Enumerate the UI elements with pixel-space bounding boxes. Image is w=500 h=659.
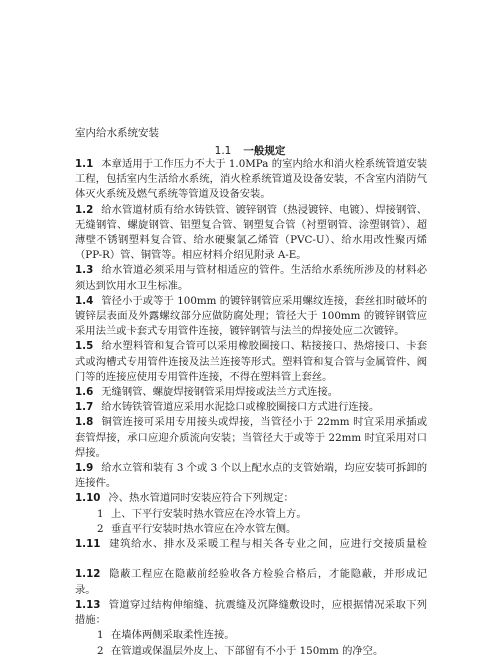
clause-number: 1.2 [75, 203, 94, 216]
clause-text: 管径小于或等于 100mm 的镀锌钢管应采用螺纹连接，套丝扣时破坏的镀锌层表面及外露螺纹部分应做防腐处理；管径大于 100mm 的镀锌钢管应采用法兰或卡套式专用管件连接，镀锌钢管与法兰的焊接处应二次镀锌。 [75, 294, 427, 338]
list-item [75, 507, 427, 522]
clause-text: 给水管道必须采用与管材相适应的管件。生活给水系统所涉及的材料必须达到饮用水卫生标准。 [75, 264, 427, 292]
clause-paragraph [75, 491, 427, 506]
clause-text: 给水塑料管和复合管可以采用橡胶圈接口、粘接接口、热熔接口、卡套式或沟槽式专用管件连接及法兰连接等形式。塑料管和复合管与金属管件、阀门等的连接应使用专用管件连接，不得在塑料管上套丝。 [75, 340, 427, 383]
section-number: 1.1 [214, 145, 232, 157]
clause-number: 1.11 [75, 538, 101, 551]
clause-number: 1.13 [75, 598, 101, 611]
clause-text: 管道穿过结构伸缩缝、抗震缝及沉降缝敷设时，应根据情况采取下列措施： [75, 598, 427, 627]
clause-paragraph [75, 339, 427, 385]
clause-paragraph [75, 598, 427, 628]
clause-number: 1.4 [75, 294, 94, 307]
clause-paragraph [75, 263, 427, 293]
list-item-text: 在管道或保温层外皮上、下部留有不小于 150mm 的净空。 [111, 644, 384, 657]
clause-paragraph [75, 385, 427, 400]
clause-text: 本章适用于工作压力不大于 1.0MPa 的室内给水和消火栓系统管道安装工程，包括室内生活给水系统，消火栓系统管道及设备安装，不含室内消防气体灭火系统及燃气系统等管道及设备安装。 [75, 158, 427, 201]
document-body [75, 157, 427, 659]
clause-paragraph [75, 203, 427, 264]
clause-paragraph [75, 567, 427, 597]
clause-text: 隐蔽工程应在隐蔽前经验收各方检验合格后，才能隐蔽，并形成记录。 [75, 568, 427, 596]
clause-text: 给水铸铁管管道应采用水泥捻口或橡胶圈接口方式进行连接。 [101, 401, 380, 414]
clause-number: 1.1 [75, 158, 94, 170]
clause-paragraph [75, 157, 427, 203]
clause-paragraph [75, 294, 427, 340]
clause-paragraph [75, 415, 427, 461]
clause-text: 给水立管和装有 3 个或 3 个以上配水点的支管始端，均应安装可拆卸的连接件。 [75, 462, 427, 490]
page-bottom-mask [0, 553, 500, 566]
list-item [75, 644, 427, 659]
list-item-text: 上、下平行安装时热水管应在冷水管上方。 [111, 507, 307, 520]
clause-text: 铜管连接可采用专用接头或焊接，当管径小于 22mm 时宜采用承插或套管焊接，承口应迎介质流向安装；当管径大于或等于 22mm 时宜采用对口焊接。 [75, 416, 427, 459]
clause-number: 1.6 [75, 386, 94, 399]
clause-number: 1.5 [75, 340, 94, 353]
list-item-number: 2 [97, 644, 104, 657]
clause-text: 无缝钢管、螺旋焊接钢管采用焊接或法兰方式连接。 [101, 386, 339, 399]
list-item-number: 1 [97, 507, 104, 520]
section-heading [0, 143, 500, 158]
list-item [75, 522, 427, 537]
clause-paragraph [75, 400, 427, 415]
document-title: 室内给水系统安装 [75, 127, 159, 139]
clause-text: 冷、热水管道同时安装应符合下列规定： [108, 492, 294, 505]
list-item-number: 1 [97, 629, 104, 642]
section-title: 一般规定 [243, 145, 286, 157]
clause-number: 1.7 [75, 401, 94, 414]
clause-number: 1.12 [75, 568, 101, 581]
clause-number: 1.3 [75, 264, 94, 277]
clause-number: 1.9 [75, 462, 94, 475]
list-item-number: 2 [97, 522, 104, 535]
clause-text: 建筑给水、排水及采暖工程与相关各专业之间，应进行交接质量检 [108, 538, 427, 551]
list-item-text: 垂直平行安装时热水管应在冷水管左侧。 [111, 522, 297, 535]
clause-text: 给水管道材质有给水铸铁管、镀锌钢管（热浸镀锌、电镀）、焊接钢管、无缝钢管、螺旋钢管、铝塑复合管、钢塑复合管（衬塑钢管、涂塑钢管）、超薄壁不锈钢塑料复合管、给水硬聚氯乙烯管（PVC-U）、给水用改性聚丙烯（PP-R）管、铜管等。相应材料介绍见附录 A-E。 [75, 203, 427, 262]
clause-number: 1.8 [75, 416, 94, 429]
list-item-text: 在墙体两侧采取柔性连接。 [111, 629, 235, 642]
clause-number: 1.10 [75, 492, 101, 505]
list-item [75, 628, 427, 643]
clause-paragraph [75, 461, 427, 491]
